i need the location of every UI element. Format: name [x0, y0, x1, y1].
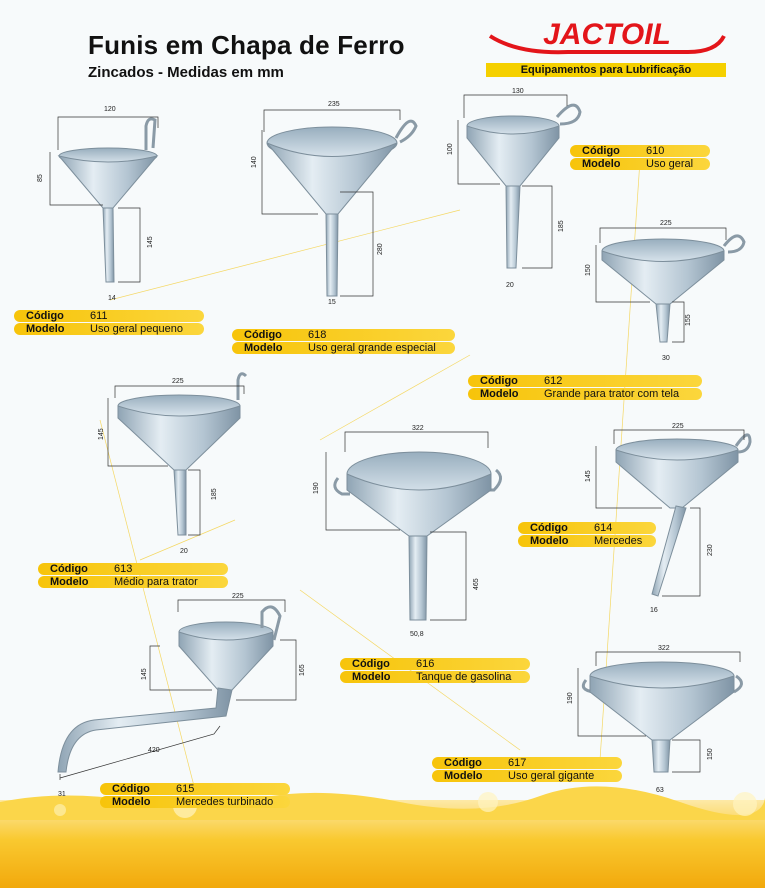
model-label: Modelo [112, 796, 151, 808]
product-label-610 [570, 145, 710, 171]
dim-611-diameter: 14 [108, 295, 116, 302]
code-value: 614 [594, 522, 613, 534]
page-title: Funis em Chapa de Ferro [88, 30, 405, 60]
product-label-616 [340, 658, 530, 684]
dim-615-length: 420 [148, 747, 160, 754]
code-label: Código [26, 310, 64, 322]
model-value: Uso geral pequeno [90, 323, 183, 335]
code-value: 613 [114, 563, 133, 575]
model-label: Modelo [480, 388, 519, 400]
dim-616-width: 322 [412, 425, 424, 432]
code-value: 618 [308, 329, 327, 341]
funnel-612-image [585, 220, 744, 362]
dim-615-height: 145 [141, 668, 148, 680]
dim-611-height: 85 [37, 174, 44, 182]
code-value: 615 [176, 783, 195, 795]
dim-618-height: 140 [251, 156, 258, 168]
code-label: Código [582, 145, 620, 157]
product-label-611 [14, 310, 204, 336]
dim-618-width: 235 [328, 101, 340, 108]
dim-616-spout: 465 [473, 578, 480, 590]
code-value: 617 [508, 757, 527, 769]
model-label: Modelo [244, 342, 283, 354]
dim-616-height: 190 [313, 482, 320, 494]
dim-612-height: 150 [585, 264, 592, 276]
code-value: 610 [646, 145, 665, 157]
dim-613-spout: 185 [211, 488, 218, 500]
funnel-613-image [98, 374, 246, 555]
model-value: Grande para trator com tela [544, 388, 680, 400]
dim-616-diameter: 50,8 [410, 631, 424, 638]
dim-611-width: 120 [104, 106, 116, 113]
dim-618-diameter: 15 [328, 299, 336, 306]
dim-612-spout: 155 [685, 314, 692, 326]
code-label: Código [444, 757, 482, 769]
code-value: 611 [90, 310, 108, 322]
code-label: Código [530, 522, 568, 534]
svg-text:JACTOIL: JACTOIL [543, 18, 671, 51]
code-label: Código [50, 563, 88, 575]
product-label-613 [38, 563, 228, 589]
model-value: Uso geral [646, 158, 694, 170]
model-label: Modelo [444, 770, 483, 782]
dim-617-height: 190 [567, 692, 574, 704]
code-label: Código [112, 783, 150, 795]
product-label-612 [468, 375, 702, 401]
model-value: Uso geral gigante [508, 770, 595, 782]
product-label-618 [232, 329, 455, 355]
model-value: Mercedes turbinado [176, 796, 274, 808]
product-label-615 [100, 783, 290, 809]
model-label: Modelo [26, 323, 65, 335]
dim-614-diameter: 16 [650, 607, 658, 614]
dim-612-width: 225 [660, 220, 672, 227]
dim-617-diameter: 63 [656, 787, 664, 794]
model-value: Uso geral grande especial [308, 342, 436, 354]
dim-610-height: 100 [447, 143, 454, 155]
dim-612-diameter: 30 [662, 355, 670, 362]
dim-615-diameter: 31 [58, 791, 66, 798]
model-label: Modelo [582, 158, 621, 170]
dim-614-spout: 230 [707, 544, 714, 556]
model-label: Modelo [530, 535, 569, 547]
model-label: Modelo [50, 576, 89, 588]
product-label-614 [518, 522, 656, 548]
code-value: 616 [416, 658, 435, 670]
model-value: Médio para trator [114, 576, 198, 588]
dim-610-width: 130 [512, 88, 524, 95]
dim-610-diameter: 20 [506, 282, 514, 289]
code-label: Código [480, 375, 518, 387]
funnel-618-image [251, 101, 416, 306]
dim-615-spout: 165 [299, 664, 306, 676]
funnel-614-image [585, 423, 750, 614]
dim-615-width: 225 [232, 593, 244, 600]
funnel-616-image [313, 425, 501, 638]
dim-610-spout: 185 [558, 220, 565, 232]
dim-617-width: 322 [658, 645, 670, 652]
product-label-617 [432, 757, 622, 783]
dim-613-width: 225 [172, 378, 184, 385]
dim-611-spout: 145 [147, 236, 154, 248]
model-value: Mercedes [594, 535, 643, 547]
brand-tagline: Equipamentos para Lubrificação [486, 63, 726, 77]
funnel-611-image [37, 106, 158, 302]
dim-613-height: 145 [98, 428, 105, 440]
dim-618-spout: 280 [377, 243, 384, 255]
dim-614-width: 225 [672, 423, 684, 430]
code-value: 612 [544, 375, 563, 387]
model-label: Modelo [352, 671, 391, 683]
model-value: Tanque de gasolina [416, 671, 512, 683]
code-label: Código [352, 658, 390, 670]
funnel-610-image [447, 88, 580, 289]
page-subtitle: Zincados - Medidas em mm [88, 64, 284, 81]
code-label: Código [244, 329, 282, 341]
dim-614-height: 145 [585, 470, 592, 482]
dim-613-diameter: 20 [180, 548, 188, 555]
dim-617-spout: 150 [707, 748, 714, 760]
funnel-615-image [58, 593, 306, 798]
